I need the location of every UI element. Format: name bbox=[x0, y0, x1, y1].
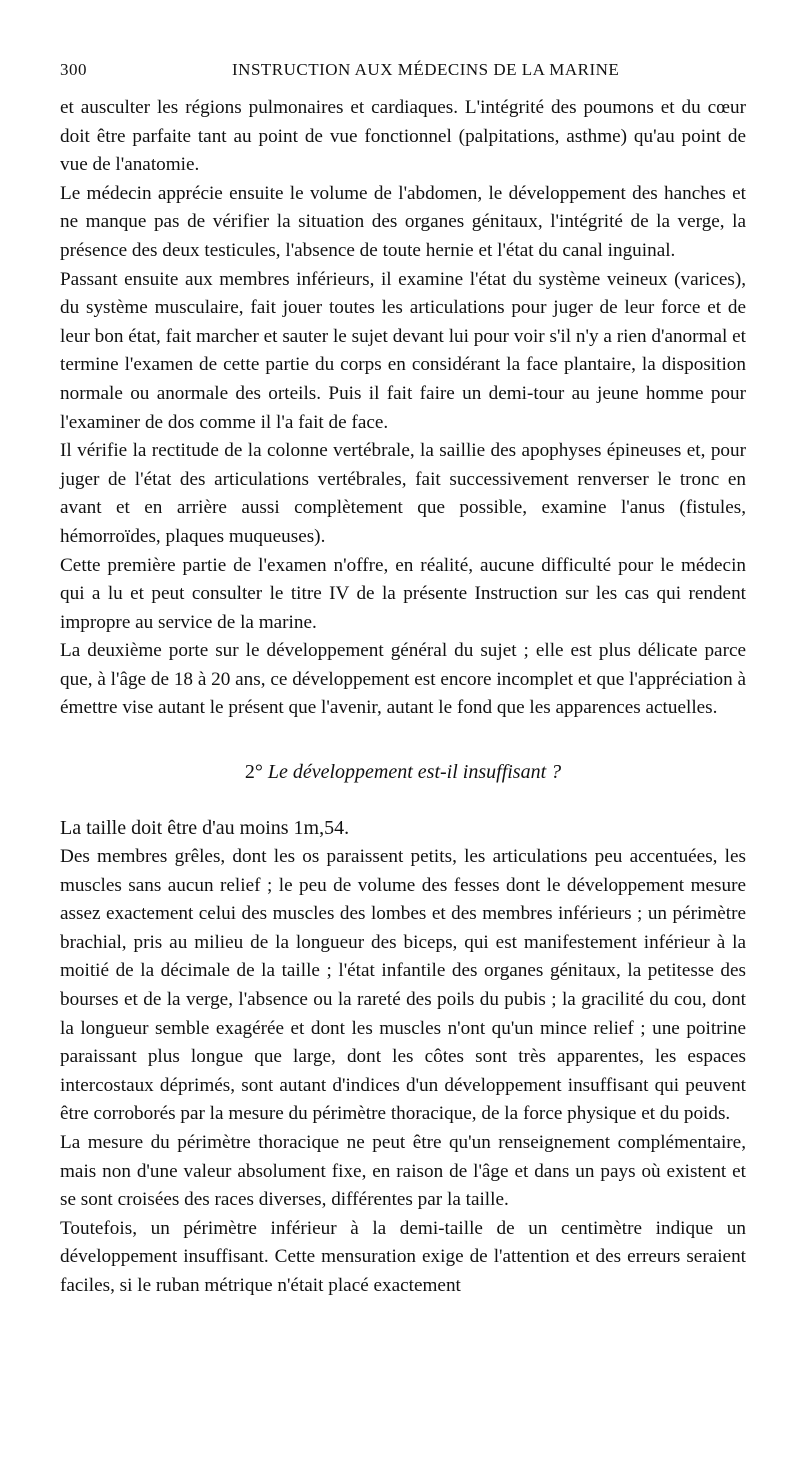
running-title: INSTRUCTION AUX MÉDECINS DE LA MARINE bbox=[232, 60, 620, 79]
paragraph: et ausculter les régions pulmonaires et cardiaques. L'intégrité des poumons et du cœur doit être parfaite tant au point de vue fonctionnel (palpitations, asthme) qu'au point de vue de l'anatomie. bbox=[60, 97, 746, 176]
section-heading bbox=[60, 761, 746, 784]
running-head bbox=[60, 60, 746, 94]
paragraph: Passant ensuite aux membres inférieurs, il examine l'état du système veineux (varices), du système musculaire, fait jouer toutes les articulations pour juger de leur force et de leur bon état, fait marcher et sauter le sujet devant lui pour voir s'il n'y a rien d'anormal et termine l'examen de cette partie du corps en considérant la face plantaire, la disposition normale ou anormale des orteils. Puis il fait faire un demi-tour au jeune homme pour l'examiner de dos comme il l'a fait de face. bbox=[60, 268, 746, 433]
paragraph: Des membres grêles, dont les os paraissent petits, les articulations peu accentuées, les muscles sans aucun relief ; le peu de volume des fesses dont le développement mesure assez exactement celui des muscles des lombes et des membres inférieurs ; un périmètre brachial, pris au milieu de la longueur des biceps, qui est manifestement inférieur à la moitié de la décimale de la taille ; l'état infantile des organes génitaux, la petitesse des bourses et de la verge, l'absence ou la rareté des poils du pubis ; la gracilité du cou, dont la longueur semble exagérée et dont les muscles n'ont qu'un mince relief ; une poitrine paraissant plus longue que large, dont les côtes sont très apparentes, les espaces intercostaux déprimés, sont autant d'indices d'un développement insuffisant qui peuvent être corroborés par la mesure du périmètre thoracique, de la force physique et du poids. bbox=[60, 846, 746, 1125]
paragraph: Il vérifie la rectitude de la colonne vertébrale, la saillie des apophyses épineuses et, pour juger de l'état des articulations vertébrales, fait successivement renverser le tronc en avant et en arrière aussi complètement que possible, examine l'anus (fistules, hémorroïdes, plaques muqueuses). bbox=[60, 440, 746, 547]
paragraph: Toutefois, un périmètre inférieur à la demi-taille de un centimètre indique un développement insuffisant. Cette mensuration exige de l'attention et des erreurs seraient faciles, si le ruban métrique n'était placé exactement bbox=[60, 1217, 746, 1296]
paragraph: Le médecin apprécie ensuite le volume de l'abdomen, le développement des hanches et ne manque pas de vérifier la situation des organes génitaux, l'intégrité de la verge, la présence des deux testicules, l'absence de toute hernie et l'état du canal inguinal. bbox=[60, 182, 746, 261]
paragraph: La deuxième porte sur le développement général du sujet ; elle est plus délicate parce que, à l'âge de 18 à 20 ans, ce développement est encore incomplet et que l'appréciation à émettre vise autant le présent que l'avenir, autant le fond que les apparences actuelles. bbox=[60, 640, 746, 719]
paragraph: Cette première partie de l'examen n'offre, en réalité, aucune difficulté pour le médecin qui a lu et peut consulter le titre IV de la présente Instruction sur les cas qui rendent impropre au service de la marine. bbox=[60, 554, 746, 633]
section-title: Le développement est-il insuffisant ? bbox=[267, 761, 562, 784]
height-requirement: La taille doit être d'au moins 1m,54. bbox=[60, 817, 350, 840]
book-page bbox=[60, 60, 746, 1440]
page-number: 300 bbox=[60, 60, 87, 79]
paragraph: La mesure du périmètre thoracique ne peut être qu'un renseignement complémentaire, mais non d'une valeur absolument fixe, en raison de l'âge et dans un pays où existent et se sont croisées des races diverses, différentes par la taille. bbox=[60, 1132, 746, 1211]
section-number: 2° bbox=[244, 761, 263, 784]
